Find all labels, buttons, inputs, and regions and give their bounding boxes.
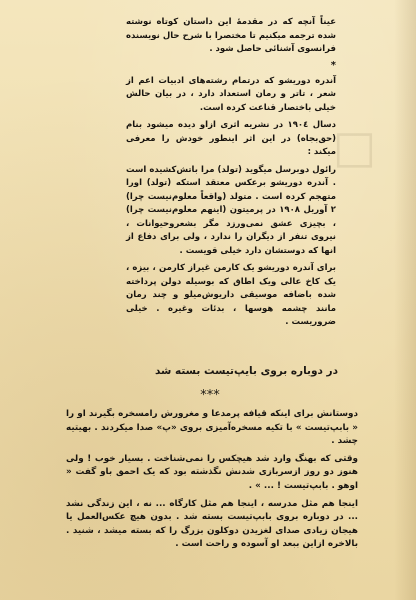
top-paragraph-1: عیناً آنچه که در مقدمهٔ این داستان کوتاه نوشته شده ترجمه میکنیم تا مختصرا با شرح حال نویسنده فرانسوی آشنائی حاصل شود .	[126, 17, 336, 54]
page-edge-shadow	[394, 0, 416, 600]
top-paragraph-2: آندره دوریشو که درتمام رشته‌های ادبیات اعم از شعر ، تاتر و رمان استعداد دارد ، در بیان حالش خیلی باختصار قناعت کرده است.	[126, 75, 336, 113]
show-through-text: ☐	[328, 128, 384, 172]
top-paragraph-4: رائول دوبرسل میگوید (تولد) مرا باتش‌کشیده است . آندره دوریشو برعکس معتقد استکه (تولد) اورا متهجم کرده است . متولد (واقعاً معلوم‌نیست چرا) ۲ آوریل ۱۹۰۸ در پرمیتون (اینهم معلوم‌نیست چرا) ، بچیزی عشق نمی‌ورزد مگر بشعروحیوانات ، نیروی تنفر از دیگران را ندارد ، ولی برای دفاع از انها که دوستشان دارد خیلی قویست .	[126, 164, 336, 256]
small-ornament: *	[330, 59, 336, 71]
top-text-block	[126, 16, 336, 330]
top-paragraph-5: برای آندره دوریشو یک کارمن غیراز کارمن ، بیزه ، یک کاخ عالی ویک اطاق که بوسیله دولن پرداخته شده باضافه موسیقی داریوش‌میلو و چند رمان مانند چشمه هوسها ، بدئات وغیره . خیلی ضروریست .	[126, 263, 336, 327]
top-paragraph-3: دسال ۱۹۰٤ در نشریه اثری ازاو دیده میشود بنام (حق‌بجاه) در این اثر اینطور خودش را معرفی میکند :	[126, 120, 336, 157]
bottom-paragraph-1: دوستانش برای اینکه قیافه پرمدعا و مغرورش رامسخره بگیرند او را « بابپ‌تیست » با تکیه مسخره‌آمیزی بروی «پ» صدا میکردند . بهیتیه چشد .	[66, 409, 358, 447]
bottom-paragraph-3: اینجا هم مثل مدرسه ، اینجا هم مثل کارگاه ... نه ، این زندگی نشد ... در دوباره بروی بابپ‌تیست بسته شد . بدون هیچ عکس‌العمل یا هیجان زیادی صدای لغزیدن دوکلون بزرگ را که بسته میشد ، شنید . بالاخره ازاین ببعد او آسوده و راحت است .	[66, 498, 358, 550]
bottom-text-block	[66, 392, 358, 552]
large-ornament: ***	[200, 388, 220, 403]
bottom-paragraph-2: وقتی که بهنگ وارد شد هیچکس را نمی‌شناخت . بسیار خوب ! ولی هنوز دو روز ازسربازی شدنش نگذشته بود که یک احمق باو گفت « اوهو . بابپ‌تیست ! ... » .	[66, 453, 358, 491]
story-headline: در دوباره بروی بایپ‌تیست بسته شد	[154, 365, 338, 377]
